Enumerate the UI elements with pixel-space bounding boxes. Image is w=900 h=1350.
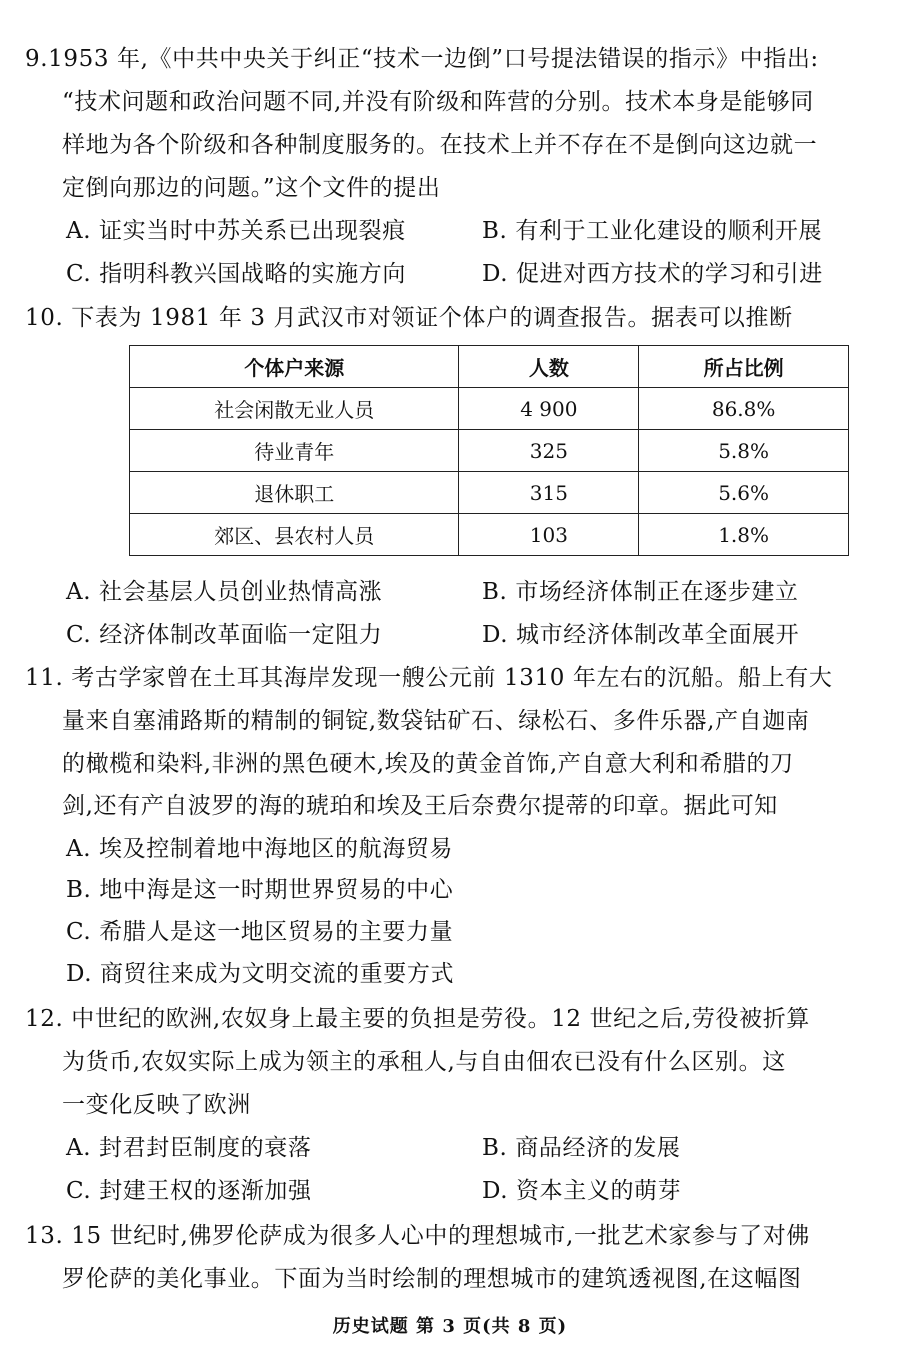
table-row — [130, 472, 849, 514]
q11-option-a: A. 埃及控制着地中海地区的航海贸易 — [66, 836, 454, 862]
q12-stem-line-2: 为货币,农奴实际上成为领主的承租人,与自由佃农已没有什么区别。这 — [62, 1049, 786, 1075]
table-cell: 86.8% — [639, 388, 849, 430]
q10-stem-line-1: 10. 下表为 1981 年 3 月武汉市对领证个体户的调查报告。据表可以推断 — [25, 305, 793, 331]
q9-option-b: B. 有利于工业化建设的顺利开展 — [482, 218, 823, 244]
q12-option-c: C. 封建王权的逐渐加强 — [66, 1178, 312, 1204]
survey-table — [129, 345, 849, 556]
q9-stem-line-2: “技术问题和政治问题不同,并没有阶级和阵营的分别。技术本身是能够同 — [62, 89, 814, 115]
table-cell: 103 — [459, 514, 639, 556]
table-header-cell: 人数 — [459, 346, 639, 388]
q11-stem-line-2: 量来自塞浦路斯的精制的铜锭,数袋钴矿石、绿松石、多件乐器,产自迦南 — [62, 708, 810, 734]
q11-option-b: B. 地中海是这一时期世界贸易的中心 — [66, 877, 454, 903]
q12-stem-line-3: 一变化反映了欧洲 — [62, 1092, 251, 1118]
q9-option-d: D. 促进对西方技术的学习和引进 — [482, 261, 823, 287]
q10-option-c: C. 经济体制改革面临一定阻力 — [66, 622, 383, 648]
q10-option-b: B. 市场经济体制正在逐步建立 — [482, 579, 799, 605]
table-cell: 4 900 — [459, 388, 639, 430]
q13-stem-line-2: 罗伦萨的美化事业。下面为当时绘制的理想城市的建筑透视图,在这幅图 — [62, 1266, 802, 1292]
q11-option-d: D. 商贸往来成为文明交流的重要方式 — [66, 961, 455, 987]
table-header-cell: 个体户来源 — [130, 346, 459, 388]
q9-stem-line-1: 9.1953 年,《中共中央关于纠正“技术一边倒”口号提法错误的指示》中指出: — [25, 46, 819, 72]
q11-option-c: C. 希腊人是这一地区贸易的主要力量 — [66, 919, 454, 945]
table-cell: 社会闲散无业人员 — [130, 388, 459, 430]
q11-stem-line-1: 11. 考古学家曾在土耳其海岸发现一艘公元前 1310 年左右的沉船。船上有大 — [25, 665, 833, 691]
table-cell: 315 — [459, 472, 639, 514]
q11-stem-line-3: 的橄榄和染料,非洲的黑色硬木,埃及的黄金首饰,产自意大利和希腊的刀 — [62, 751, 794, 777]
table-cell: 325 — [459, 430, 639, 472]
table-cell: 1.8% — [639, 514, 849, 556]
q9-stem-line-3: 样地为各个阶级和各种制度服务的。在技术上并不存在不是倒向这边就一 — [62, 132, 818, 158]
table-header-cell: 所占比例 — [639, 346, 849, 388]
table-row — [130, 514, 849, 556]
table-row — [130, 388, 849, 430]
table-cell: 待业青年 — [130, 430, 459, 472]
q12-stem-line-1: 12. 中世纪的欧洲,农奴身上最主要的负担是劳役。12 世纪之后,劳役被折算 — [25, 1006, 810, 1032]
table-cell: 5.6% — [639, 472, 849, 514]
q10-option-a: A. 社会基层人员创业热情高涨 — [66, 579, 383, 605]
q9-option-c: C. 指明科教兴国战略的实施方向 — [66, 261, 407, 287]
table-cell: 郊区、县农村人员 — [130, 514, 459, 556]
table-cell: 5.8% — [639, 430, 849, 472]
page-footer: 历史试题 第 3 页(共 8 页) — [332, 1316, 568, 1337]
table-cell: 退休职工 — [130, 472, 459, 514]
q11-stem-line-4: 剑,还有产自波罗的海的琥珀和埃及王后奈费尔提蒂的印章。据此可知 — [62, 793, 778, 819]
table-row — [130, 430, 849, 472]
q12-option-a: A. 封君封臣制度的衰落 — [66, 1135, 312, 1161]
q9-stem-line-4: 定倒向那边的问题。”这个文件的提出 — [62, 175, 441, 201]
table-header-row — [130, 346, 849, 388]
q13-stem-line-1: 13. 15 世纪时,佛罗伦萨成为很多人心中的理想城市,一批艺术家参与了对佛 — [25, 1223, 810, 1249]
q12-option-d: D. 资本主义的萌芽 — [482, 1178, 682, 1204]
q9-option-a: A. 证实当时中苏关系已出现裂痕 — [66, 218, 406, 244]
q10-option-d: D. 城市经济体制改革全面展开 — [482, 622, 800, 648]
q12-option-b: B. 商品经济的发展 — [482, 1135, 681, 1161]
